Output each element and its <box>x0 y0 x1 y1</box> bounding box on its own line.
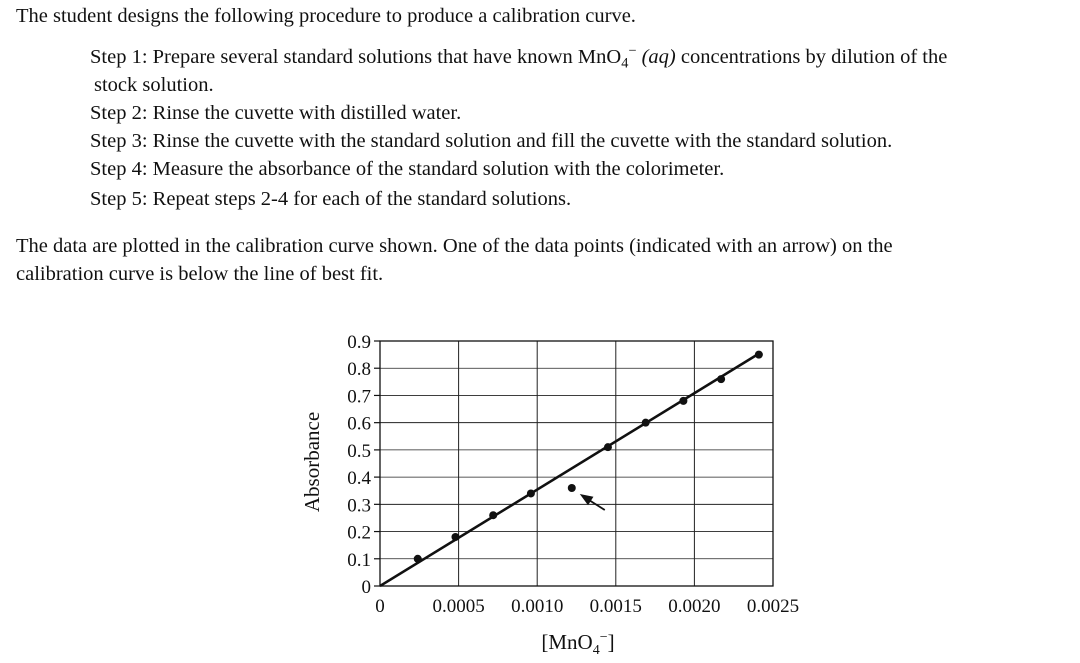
step-2: Step 2: Rinse the cuvette with distilled water. <box>90 102 462 124</box>
data-description-line-1: The data are plotted in the calibration curve shown. One of the data points (indicated with an arrow) on the <box>16 235 893 257</box>
y-tick-label: 0.2 <box>347 522 371 544</box>
data-point <box>451 533 459 541</box>
best-fit-line <box>380 355 757 586</box>
step-1-continuation: stock solution. <box>94 74 214 96</box>
y-tick-label: 0 <box>361 577 371 598</box>
step-1-text-post: concentrations by dilution of the <box>675 46 948 68</box>
arrow-head <box>580 494 594 505</box>
x-tick-label: 0.0005 <box>432 596 485 617</box>
x-tick-label: 0.0025 <box>746 596 800 617</box>
data-point <box>717 375 725 383</box>
intro-text: The student designs the following procedure to produce a calibration curve. <box>16 5 636 27</box>
y-tick-label: 0.3 <box>347 495 371 517</box>
data-point <box>527 489 535 497</box>
y-tick-label: 0.1 <box>347 549 371 571</box>
data-description-line-2: calibration curve is below the line of best fit. <box>16 263 384 285</box>
y-tick-label: 0.5 <box>347 440 371 462</box>
y-tick-label: 0.8 <box>347 359 371 381</box>
x-tick-label: 0.0020 <box>668 596 721 617</box>
data-point <box>489 511 497 519</box>
y-axis-title: Absorbance <box>300 411 324 513</box>
x-tick-label: 0 <box>375 596 385 617</box>
y-tick-label: 0.7 <box>347 386 371 408</box>
data-point <box>755 351 763 359</box>
outlier-arrow <box>580 494 605 510</box>
x-tick-label: 0.0015 <box>589 596 642 617</box>
data-point <box>679 397 687 405</box>
step-4: Step 4: Measure the absorbance of the standard solution with the colorimeter. <box>90 158 725 180</box>
permanganate-formula: MnO$_4$− (aq) <box>577 43 676 72</box>
data-point <box>414 555 422 563</box>
x-axis-title: [MnO4−] <box>541 630 615 658</box>
y-tick-label: 0.4 <box>347 468 371 490</box>
y-tick-label: 0.6 <box>347 413 371 435</box>
step-3: Step 3: Rinse the cuvette with the standard solution and fill the cuvette with the standard solution. <box>90 130 893 152</box>
y-tick-label: 0.9 <box>347 332 371 353</box>
x-tick-label: 0.0010 <box>511 596 564 617</box>
outlier-data-point <box>568 484 576 492</box>
step-5: Step 5: Repeat steps 2-4 for each of the standard solutions. <box>90 188 572 210</box>
step-1-text-pre: Step 1: Prepare several standard solutions that have known <box>90 46 578 68</box>
data-point <box>642 419 650 427</box>
data-point <box>604 443 612 451</box>
